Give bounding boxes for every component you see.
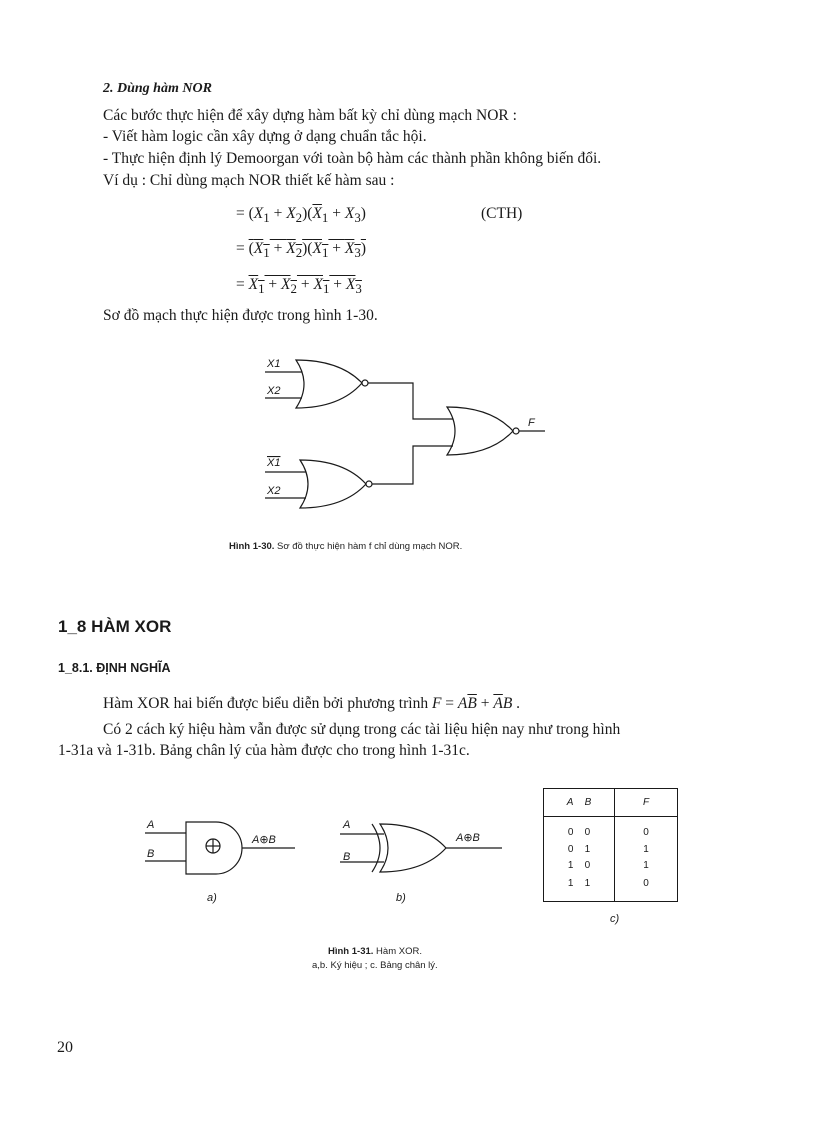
sym-b-label-b: B: [343, 851, 351, 863]
xor-symbol-a: [186, 822, 242, 874]
table-row: 0 0 0: [544, 817, 678, 842]
body-line-1: Các bước thực hiện để xây dựng hàm bất kỳ chỉ dùng mạch NOR :: [103, 107, 517, 124]
equation-tag: (CTH): [481, 205, 523, 222]
figure-caption-1-31: [328, 946, 422, 957]
sym-b-label-a: A: [343, 819, 351, 831]
caption-text: Sơ đồ thực hiện hàm f chỉ dùng mạch NOR.: [277, 541, 463, 552]
label-x2-b: X2: [267, 485, 281, 497]
sub-label-c: c): [610, 913, 620, 925]
equation-3: = $X_1 + X_2 + X_1 + X_3$: [236, 276, 362, 297]
subsection-title: 2. Dùng hàm NOR: [103, 81, 212, 96]
label-x1: X1: [267, 358, 281, 370]
truth-table-header-ab: A B: [544, 789, 615, 817]
table-row: 0 1 1: [544, 842, 678, 858]
caption-number: Hình 1-30.: [229, 541, 275, 552]
sym-a-label-out: A⊕B: [252, 834, 276, 846]
sym-a-label-b: B: [147, 848, 155, 860]
section-heading: 1_8 HÀM XOR: [58, 617, 172, 636]
equation-1: = $(X_1 + X_2)(\overline{X}_1 + X_3)$: [236, 205, 366, 226]
label-x2: X2: [267, 385, 281, 397]
label-x1-bar: X1: [267, 457, 281, 469]
caption-text-1-31: Hàm XOR.: [376, 946, 422, 957]
sym-a-label-a: A: [147, 819, 155, 831]
sub-label-a: a): [207, 892, 217, 904]
body-line-3: - Thực hiện định lý Demoorgan với toàn bộ hàm các thành phần không biến đổi.: [103, 150, 602, 167]
sym-b-label-out: A⊕B: [456, 832, 480, 844]
equation-2: = $(X_1 + X_2)(X_1 + X_3)$: [236, 240, 366, 261]
table-row: 1 0 1: [544, 858, 678, 874]
sub-label-b: b): [396, 892, 406, 904]
truth-table-header-f: F: [642, 797, 650, 808]
label-f: F: [528, 417, 535, 429]
page-number: 20: [57, 1039, 73, 1056]
table-row: 1 1 0: [544, 873, 678, 901]
xor-paragraph-1: Hàm XOR hai biến được biểu diễn bởi phương trình $F = A\overline{B} + \overline{A}B$ .: [103, 695, 521, 712]
subsection-heading: 1_8.1. ĐỊNH NGHĨA: [58, 661, 171, 675]
body-line-2: - Viết hàm logic cần xây dựng ở dạng chuẩn tắc hội.: [103, 128, 427, 145]
body-line-4: Ví dụ : Chỉ dùng mạch NOR thiết kế hàm sau :: [103, 172, 395, 189]
xor-symbol-b: [380, 824, 446, 872]
diagram-reference: Sơ đồ mạch thực hiện được trong hình 1-30.: [103, 307, 378, 324]
truth-table: [543, 788, 678, 902]
figure-caption-1-31-line2: a,b. Ký hiệu ; c. Bảng chân lý.: [312, 960, 438, 971]
xor-paragraph-2: Có 2 cách ký hiệu hàm vẫn được sử dụng trong các tài liệu hiện nay như trong hình: [103, 721, 621, 738]
caption-number-1-31: Hình 1-31.: [328, 946, 374, 957]
xor-paragraph-3: 1-31a và 1-31b. Bảng chân lý của hàm được cho trong hình 1-31c.: [58, 742, 470, 759]
